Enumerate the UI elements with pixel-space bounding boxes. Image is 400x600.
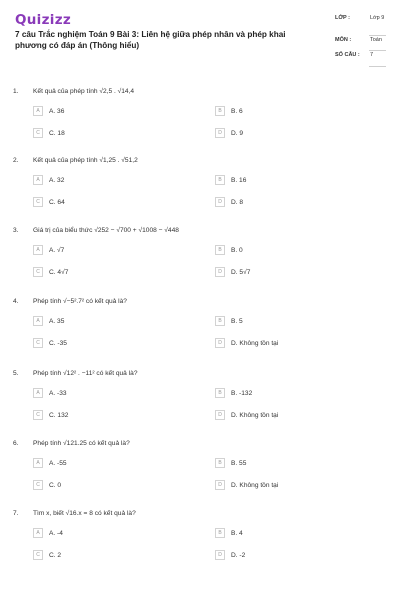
meta-divider xyxy=(369,66,386,67)
option-letter-box: A xyxy=(33,175,43,185)
question-text: Tìm x, biết √16.x = 8 có kết quả là? xyxy=(33,510,136,517)
option-letter-box: C xyxy=(33,197,43,207)
question-text: Kết quả của phép tính √1,25 . √51,2 xyxy=(33,157,138,164)
option-text: B. 0 xyxy=(231,246,243,254)
option-b[interactable] xyxy=(215,175,246,185)
question-number: 1. xyxy=(13,88,19,95)
question-number: 2. xyxy=(13,157,19,164)
option-c[interactable] xyxy=(33,550,61,560)
option-text: B. 16 xyxy=(231,176,247,184)
option-text: A. -4 xyxy=(49,529,63,537)
option-letter-box: D xyxy=(215,410,225,420)
option-text: B. 6 xyxy=(231,107,243,115)
option-text: D. Không tồn tại xyxy=(231,411,279,419)
page-title: 7 câu Trắc nghiệm Toán 9 Bài 3: Liên hệ giữa phép nhân và phép khai phương có đáp án (Thông hiểu) xyxy=(15,30,286,50)
option-letter-box: B xyxy=(215,388,225,398)
option-letter-box: D xyxy=(215,128,225,138)
option-text: C. 4√7 xyxy=(49,268,69,276)
meta-panel xyxy=(335,14,390,67)
question-text: Phép tính √12² . −11² có kết quả là? xyxy=(33,370,138,377)
option-b[interactable] xyxy=(215,245,243,255)
option-d[interactable] xyxy=(215,550,245,560)
option-d[interactable] xyxy=(215,410,278,420)
option-letter-box: B xyxy=(215,245,225,255)
question-text: Giá trị của biểu thức √252 − √700 + √1008 − √448 xyxy=(33,227,179,234)
question-text: Phép tính √−5².7² có kết quả là? xyxy=(33,298,127,305)
option-text: A. -55 xyxy=(49,459,67,467)
meta-label: SỐ CÂU : xyxy=(335,52,360,58)
option-text: A. 35 xyxy=(49,317,65,325)
option-c[interactable] xyxy=(33,480,61,490)
question-text: Phép tính √121.25 có kết quả là? xyxy=(33,440,130,447)
option-text: D. -2 xyxy=(231,551,246,559)
option-c[interactable] xyxy=(33,267,68,277)
meta-row-count xyxy=(335,51,390,67)
option-text: B. -132 xyxy=(231,389,253,397)
option-letter-box: A xyxy=(33,316,43,326)
option-letter-box: A xyxy=(33,388,43,398)
option-c[interactable] xyxy=(33,128,65,138)
question-number: 3. xyxy=(13,227,19,234)
option-text: D. 5√7 xyxy=(231,268,251,276)
option-letter-box: A xyxy=(33,458,43,468)
meta-value: Lớp 9 xyxy=(370,15,385,21)
option-b[interactable] xyxy=(215,528,243,538)
option-text: A. -33 xyxy=(49,389,67,397)
option-text: D. Không tồn tại xyxy=(231,481,279,489)
quizizz-logo: Quizizz xyxy=(15,12,72,28)
option-letter-box: B xyxy=(215,175,225,185)
option-letter-box: D xyxy=(215,480,225,490)
meta-value: Toán xyxy=(370,37,382,43)
option-d[interactable] xyxy=(215,197,243,207)
option-letter-box: D xyxy=(215,197,225,207)
option-text: C. 64 xyxy=(49,198,65,206)
option-c[interactable] xyxy=(33,338,67,348)
option-letter-box: B xyxy=(215,316,225,326)
meta-label: MÔN : xyxy=(335,37,352,43)
question-text: Kết quả của phép tính √2,5 . √14,4 xyxy=(33,88,135,95)
option-a[interactable] xyxy=(33,388,67,398)
meta-row-class xyxy=(335,14,390,36)
option-text: C. 0 xyxy=(49,481,62,489)
option-letter-box: C xyxy=(33,128,43,138)
option-letter-box: C xyxy=(33,267,43,277)
question-number: 4. xyxy=(13,298,19,305)
option-text: C. -35 xyxy=(49,339,67,347)
option-letter-box: D xyxy=(215,267,225,277)
option-c[interactable] xyxy=(33,197,65,207)
option-letter-box: B xyxy=(215,528,225,538)
option-b[interactable] xyxy=(215,388,252,398)
option-letter-box: C xyxy=(33,338,43,348)
question-number: 7. xyxy=(13,510,19,517)
option-letter-box: A xyxy=(33,528,43,538)
question-number: 6. xyxy=(13,440,19,447)
option-b[interactable] xyxy=(215,106,243,116)
option-text: D. 9 xyxy=(231,129,244,137)
option-text: D. Không tồn tại xyxy=(231,339,279,347)
option-a[interactable] xyxy=(33,245,64,255)
option-letter-box: C xyxy=(33,480,43,490)
meta-label: LỚP : xyxy=(335,15,350,21)
meta-value: 7 xyxy=(370,52,374,58)
option-c[interactable] xyxy=(33,410,68,420)
option-letter-box: C xyxy=(33,410,43,420)
option-text: B. 4 xyxy=(231,529,243,537)
option-letter-box: A xyxy=(33,106,43,116)
option-text: C. 2 xyxy=(49,551,62,559)
option-letter-box: B xyxy=(215,458,225,468)
option-d[interactable] xyxy=(215,338,278,348)
option-letter-box: B xyxy=(215,106,225,116)
option-b[interactable] xyxy=(215,316,243,326)
option-a[interactable] xyxy=(33,316,64,326)
question-number: 5. xyxy=(13,370,19,377)
option-text: A. 32 xyxy=(49,176,65,184)
option-d[interactable] xyxy=(215,480,278,490)
meta-row-subject xyxy=(335,36,390,51)
option-text: A. 36 xyxy=(49,107,65,115)
option-letter-box: A xyxy=(33,245,43,255)
option-letter-box: C xyxy=(33,550,43,560)
option-a[interactable] xyxy=(33,175,64,185)
option-letter-box: D xyxy=(215,338,225,348)
option-a[interactable] xyxy=(33,528,63,538)
option-letter-box: D xyxy=(215,550,225,560)
option-a[interactable] xyxy=(33,458,67,468)
option-d[interactable] xyxy=(215,267,250,277)
option-text: B. 5 xyxy=(231,317,243,325)
option-a[interactable] xyxy=(33,106,64,116)
option-d[interactable] xyxy=(215,128,243,138)
option-text: C. 18 xyxy=(49,129,65,137)
option-text: A. √7 xyxy=(49,246,65,254)
option-text: D. 8 xyxy=(231,198,244,206)
option-text: C. 132 xyxy=(49,411,69,419)
option-text: B. 55 xyxy=(231,459,247,467)
option-b[interactable] xyxy=(215,458,246,468)
